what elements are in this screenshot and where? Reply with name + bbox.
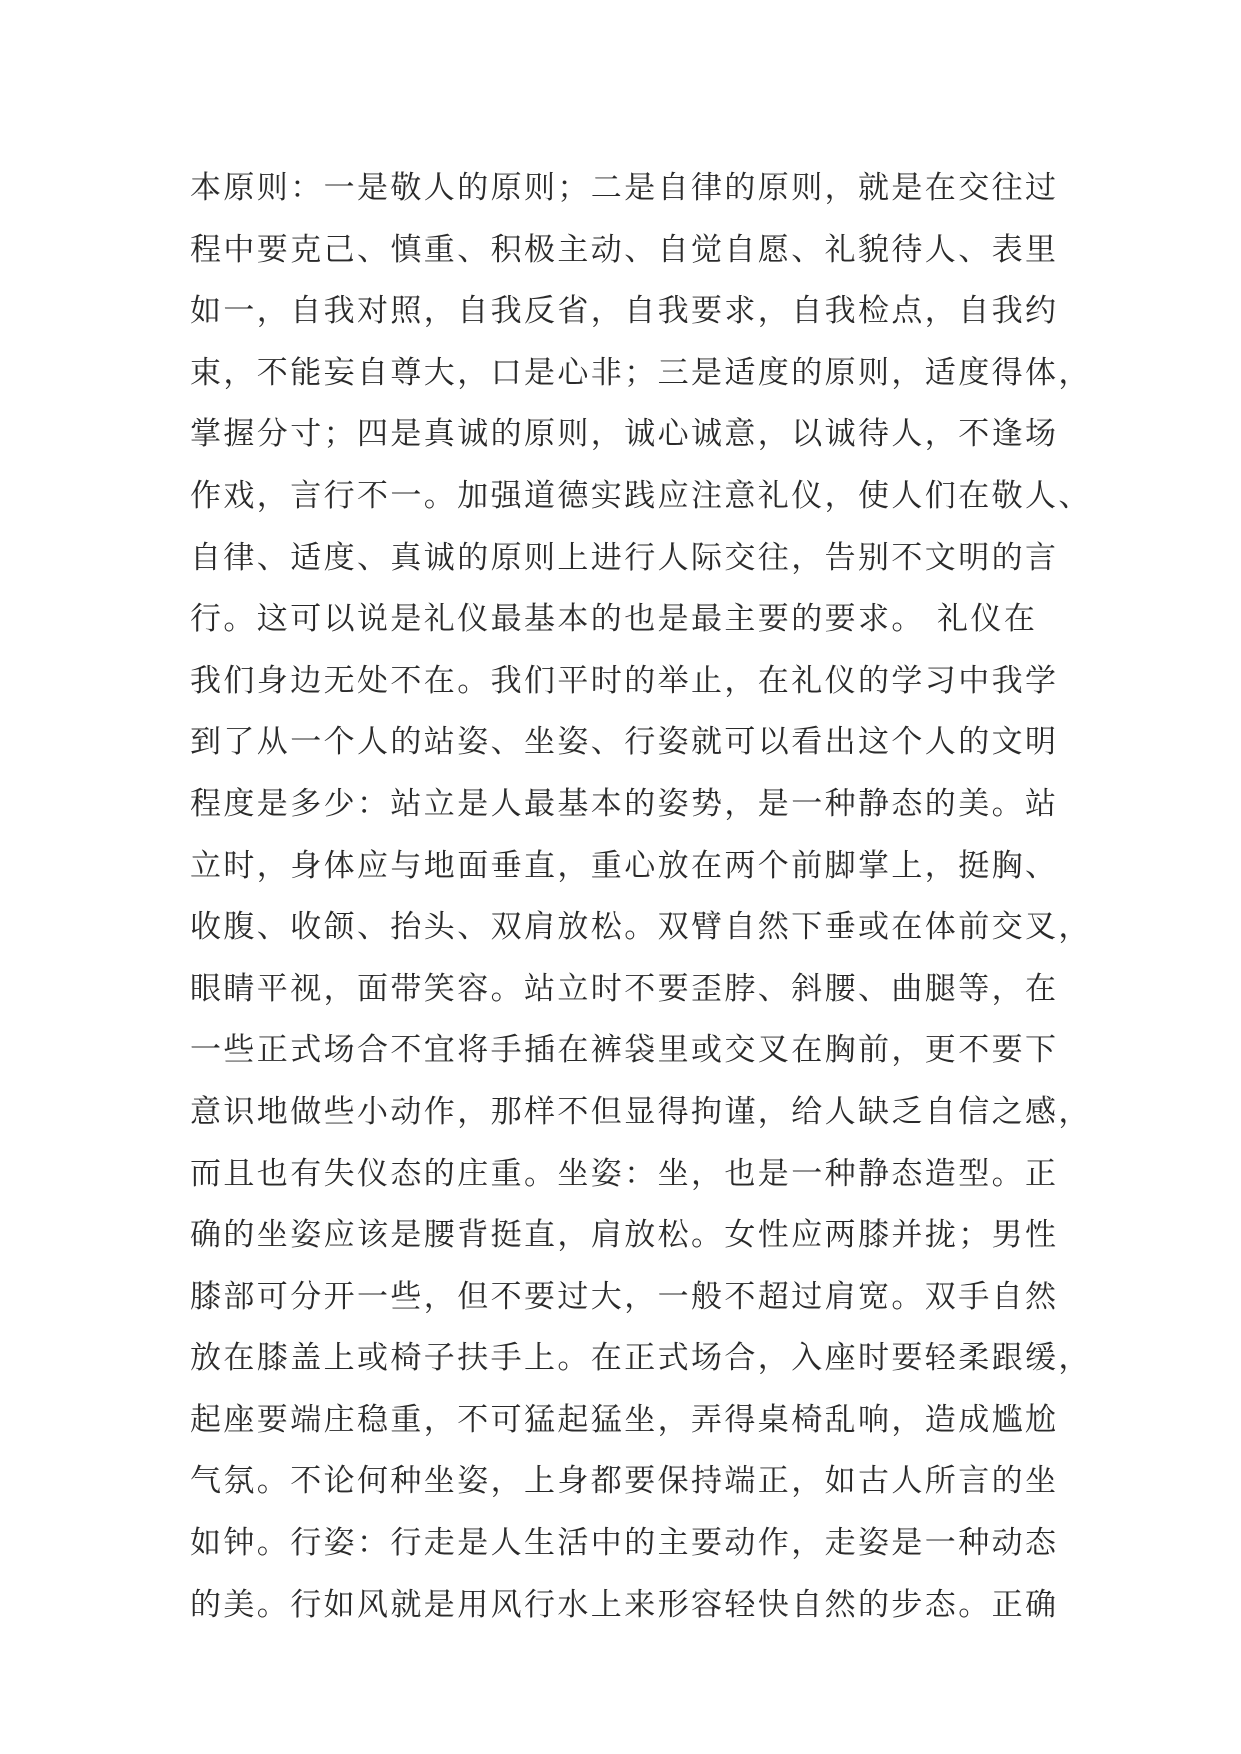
text-line-7: 自律、适度、真诚的原则上进行人际交往，告别不文明的言 — [190, 539, 1059, 576]
text-line-16: 意识地做些小动作，那样不但显得拘谨，给人缺乏自信之感， — [190, 1093, 1092, 1130]
text-line-13: 收腹、收颌、抬头、双肩放松。双臂自然下垂或在体前交叉， — [190, 909, 1092, 946]
text-line-24: 的美。行如风就是用风行水上来形容轻快自然的步态。正确 — [190, 1586, 1059, 1623]
text-line-15: 一些正式场合不宜将手插在裤袋里或交叉在胸前，更不要下 — [190, 1032, 1059, 1069]
body-text — [190, 158, 1092, 1636]
text-line-8: 行。这可以说是礼仪最基本的也是最主要的要求。 礼仪在 — [190, 601, 1038, 638]
text-line-9: 我们身边无处不在。我们平时的举止，在礼仪的学习中我学 — [190, 662, 1059, 699]
text-line-10: 到了从一个人的站姿、坐姿、行姿就可以看出这个人的文明 — [190, 724, 1059, 761]
text-line-11: 程度是多少：站立是人最基本的姿势，是一种静态的美。站 — [190, 785, 1059, 822]
text-line-23: 如钟。行姿：行走是人生活中的主要动作，走姿是一种动态 — [190, 1525, 1059, 1562]
text-line-14: 眼睛平视，面带笑容。站立时不要歪脖、斜腰、曲腿等，在 — [190, 970, 1059, 1007]
text-line-3: 如一，自我对照，自我反省，自我要求，自我检点，自我约 — [190, 293, 1059, 330]
text-line-12: 立时，身体应与地面垂直，重心放在两个前脚掌上，挺胸、 — [190, 847, 1059, 884]
text-line-20: 放在膝盖上或椅子扶手上。在正式场合，入座时要轻柔跟缓， — [190, 1340, 1092, 1377]
text-line-18: 确的坐姿应该是腰背挺直，肩放松。女性应两膝并拢；男性 — [190, 1217, 1059, 1254]
text-line-19: 膝部可分开一些，但不要过大，一般不超过肩宽。双手自然 — [190, 1278, 1059, 1315]
text-line-21: 起座要端庄稳重，不可猛起猛坐，弄得桌椅乱响，造成尴尬 — [190, 1401, 1059, 1438]
text-line-4: 束，不能妄自尊大，口是心非；三是适度的原则，适度得体， — [190, 354, 1092, 391]
text-line-6: 作戏，言行不一。加强道德实践应注意礼仪，使人们在敬人、 — [190, 477, 1092, 514]
text-line-22: 气氛。不论何种坐姿，上身都要保持端正，如古人所言的坐 — [190, 1463, 1059, 1500]
text-line-2: 程中要克己、慎重、积极主动、自觉自愿、礼貌待人、表里 — [190, 231, 1059, 268]
text-line-17: 而且也有失仪态的庄重。坐姿：坐，也是一种静态造型。正 — [190, 1155, 1059, 1192]
text-line-1: 本原则：一是敬人的原则；二是自律的原则，就是在交往过 — [190, 170, 1059, 206]
text-line-5: 掌握分寸；四是真诚的原则，诚心诚意，以诚待人，不逢场 — [190, 416, 1059, 453]
